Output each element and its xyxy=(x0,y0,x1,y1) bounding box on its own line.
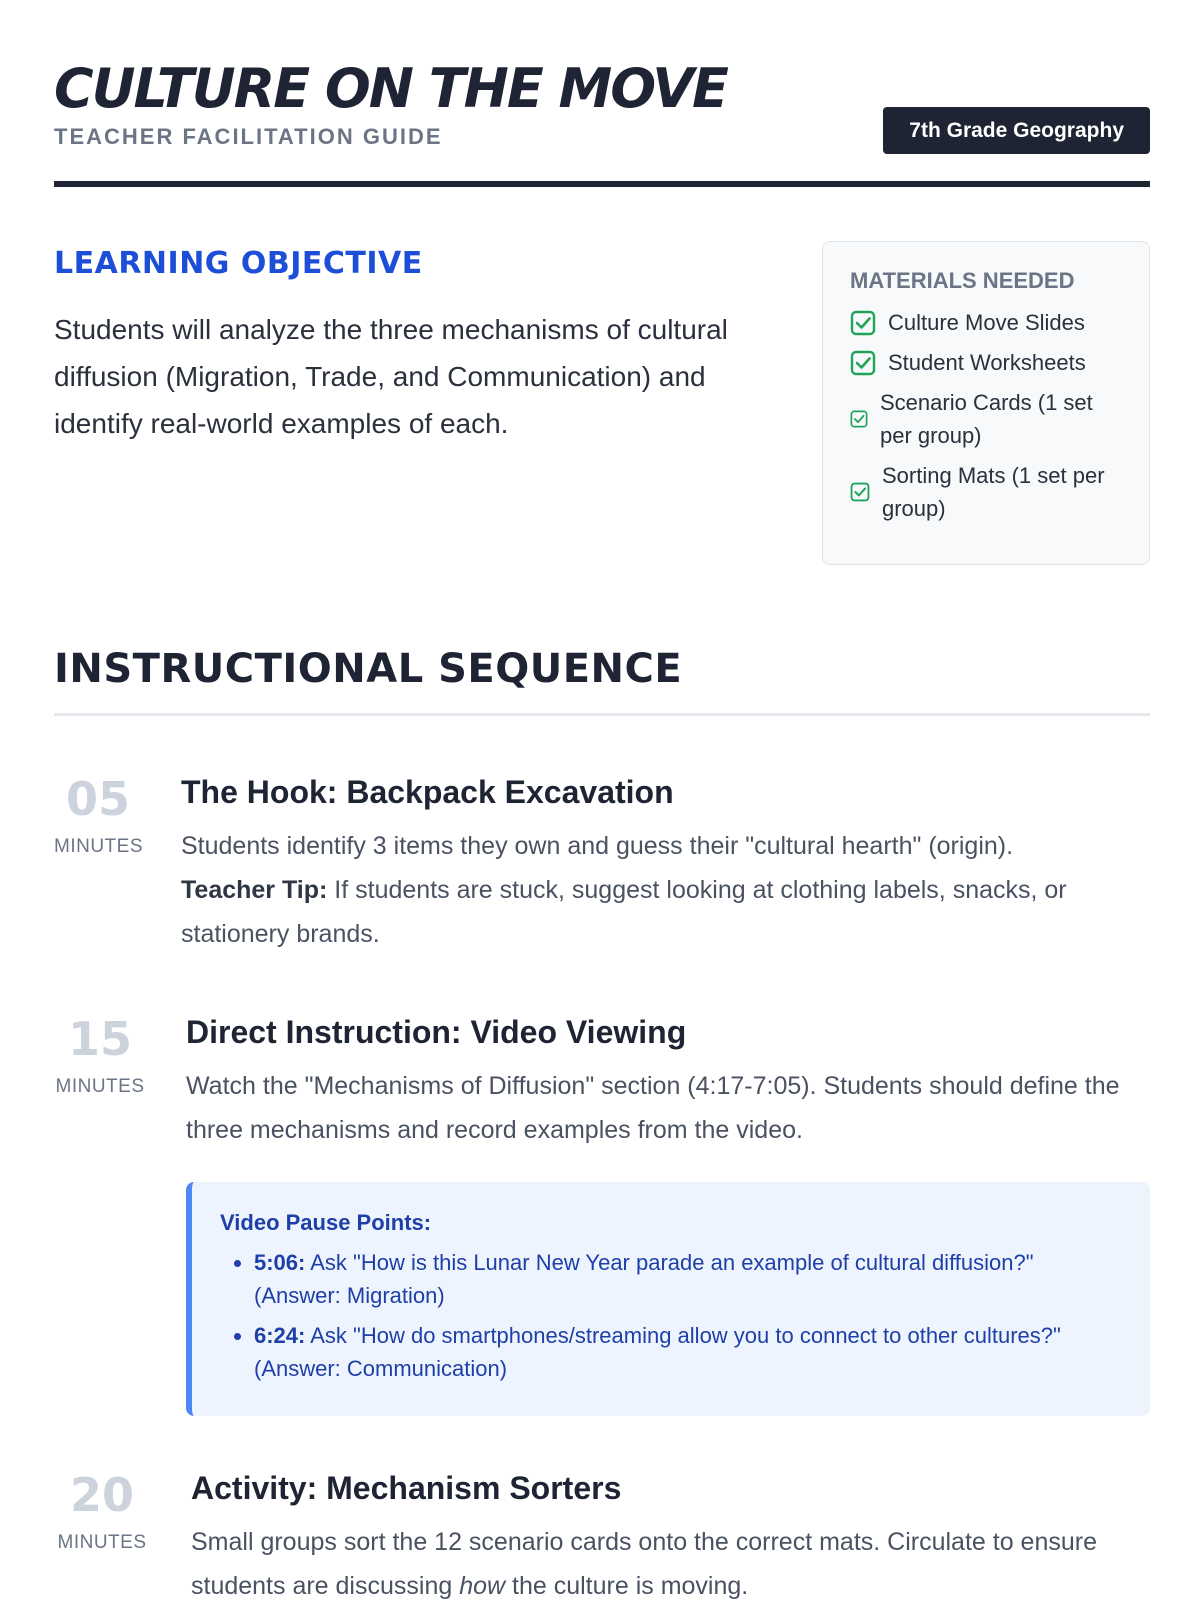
materials-item xyxy=(850,346,1123,379)
step-minutes-unit: MINUTES xyxy=(57,1532,147,1553)
check-square-icon xyxy=(850,350,876,376)
teacher-tip-label: Teacher Tip: xyxy=(181,876,328,904)
step-content xyxy=(181,772,1150,956)
check-square-icon xyxy=(850,410,868,428)
learning-objective-heading: LEARNING OBJECTIVE xyxy=(54,246,423,281)
step-description-text-end: the culture is moving. xyxy=(505,1572,749,1600)
page-header xyxy=(54,58,1150,190)
materials-item-label: Culture Move Slides xyxy=(888,310,1085,335)
step-duration xyxy=(54,772,142,858)
step-content xyxy=(186,1012,1150,1416)
step-minutes-unit: MINUTES xyxy=(55,1076,145,1097)
step-title: Activity: Mechanism Sorters xyxy=(191,1470,622,1506)
pause-point-text: Ask "How do smartphones/streaming allow you to connect to other cultures?" (Answer: Communication) xyxy=(254,1323,1061,1381)
materials-item xyxy=(850,306,1123,339)
step-minutes: 20 xyxy=(69,1468,134,1522)
pause-point-text: Ask "How is this Lunar New Year parade an example of cultural diffusion?" (Answer: Migration) xyxy=(254,1250,1034,1308)
materials-item-label: Scenario Cards (1 set per group) xyxy=(880,390,1093,448)
pause-points-list xyxy=(220,1246,1120,1385)
learning-objective-text: Students will analyze the three mechanisms of cultural diffusion (Migration, Trade, and Communication) and identify real-world examples of each. xyxy=(54,314,728,439)
step-description-text: Small groups sort the 12 scenario cards onto the correct mats. Circulate to ensure students are discussing xyxy=(191,1528,1097,1600)
materials-item xyxy=(850,459,1123,525)
materials-box xyxy=(822,241,1150,565)
step-description: Watch the "Mechanisms of Diffusion" section (4:17-7:05). Students should define the three mechanisms and record examples from the video. xyxy=(186,1072,1120,1144)
step-minutes: 15 xyxy=(67,1012,132,1066)
pause-point-time: 5:06: xyxy=(254,1250,306,1275)
step-description xyxy=(181,824,1150,956)
step-title: The Hook: Backpack Excavation xyxy=(181,774,674,810)
step-duration xyxy=(54,1012,146,1098)
step-title: Direct Instruction: Video Viewing xyxy=(186,1014,687,1050)
materials-heading: MATERIALS NEEDED xyxy=(850,268,1075,293)
step-content xyxy=(191,1468,1150,1600)
header-divider xyxy=(54,181,1150,187)
instructional-sequence-heading: INSTRUCTIONAL SEQUENCE xyxy=(54,646,683,692)
step-duration xyxy=(54,1468,150,1554)
pause-point-item xyxy=(254,1246,1120,1312)
callout-title: Video Pause Points: xyxy=(220,1210,432,1235)
step-minutes-unit: MINUTES xyxy=(54,836,143,857)
materials-list xyxy=(850,306,1123,525)
grade-badge: 7th Grade Geography xyxy=(883,107,1150,154)
document-subtitle: TEACHER FACILITATION GUIDE xyxy=(54,124,443,149)
video-pause-points-callout xyxy=(186,1182,1150,1416)
materials-item xyxy=(850,386,1123,452)
check-square-icon xyxy=(850,310,876,336)
sequence-divider xyxy=(54,713,1150,716)
step-description xyxy=(191,1520,1150,1600)
step-description-text: Students identify 3 items they own and guess their "cultural hearth" (origin). xyxy=(181,832,1014,860)
materials-item-label: Sorting Mats (1 set per group) xyxy=(882,463,1105,521)
document-title: CULTURE ON THE MOVE xyxy=(54,57,727,120)
materials-item-label: Student Worksheets xyxy=(888,350,1086,375)
check-square-icon xyxy=(850,482,870,502)
pause-point-time: 6:24: xyxy=(254,1323,306,1348)
teacher-tip-text: If students are stuck, suggest looking at clothing labels, snacks, or stationery brands. xyxy=(181,876,1067,948)
step-minutes: 05 xyxy=(65,772,130,826)
step-description-emphasis: how xyxy=(459,1572,506,1600)
learning-objective-section xyxy=(54,246,774,447)
pause-point-item xyxy=(254,1319,1120,1385)
